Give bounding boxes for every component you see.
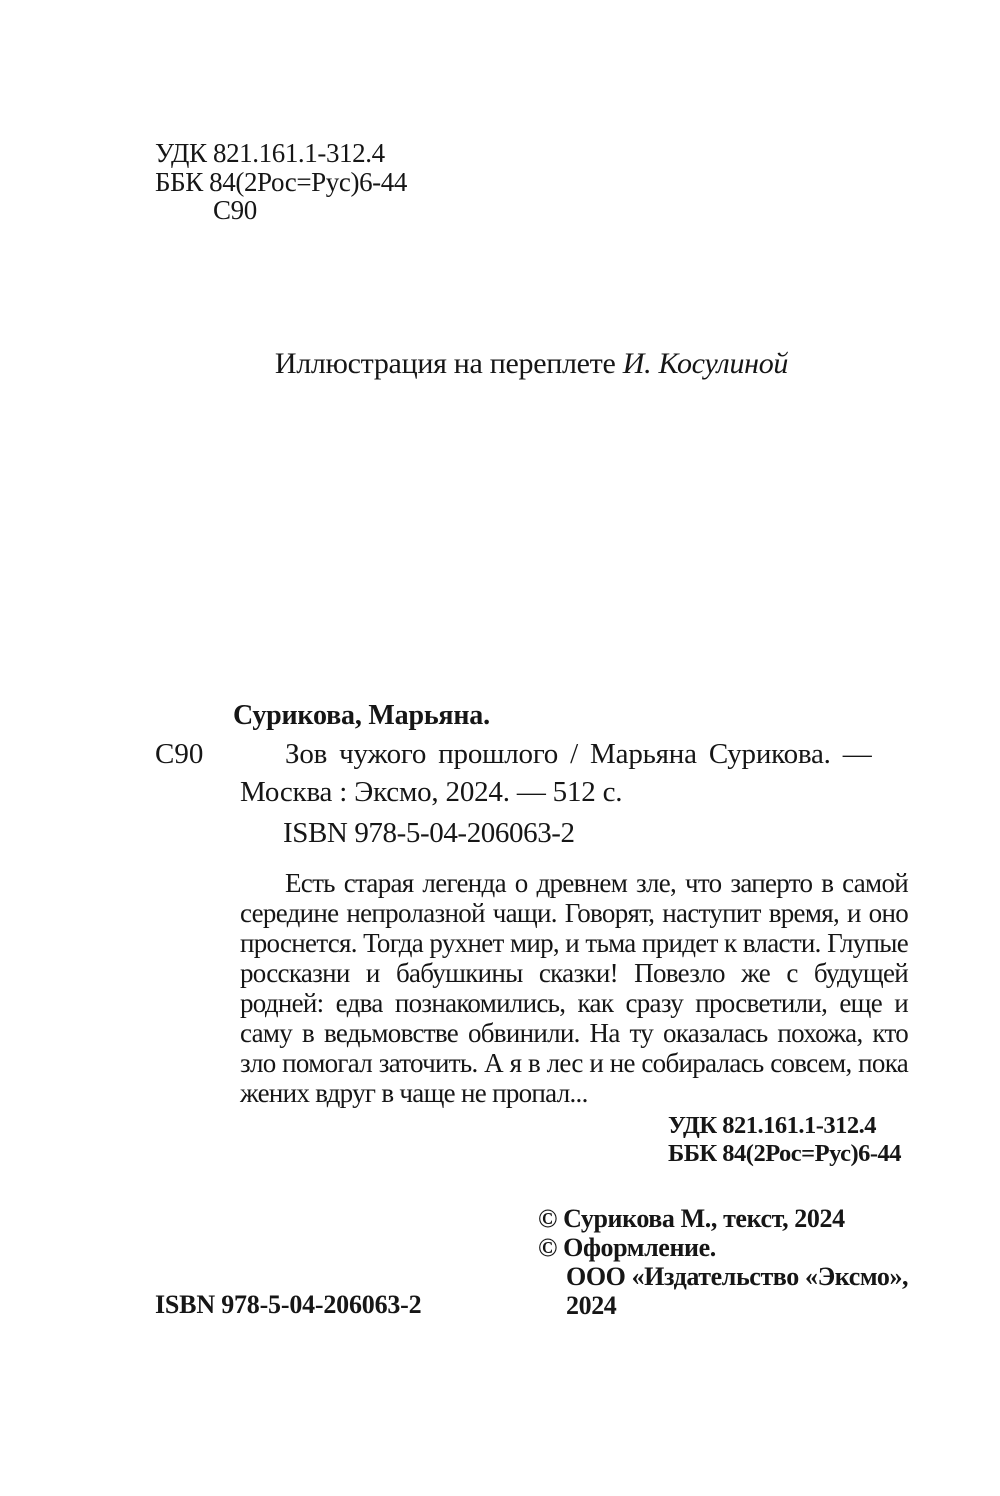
bbk-code: ББК 84(2Рос=Рус)6-44 [155, 166, 407, 197]
top-catalogue-codes [155, 139, 407, 225]
author-sign: С90 [213, 195, 257, 225]
illustration-credit [155, 347, 908, 381]
catalog-author-sign: С90 [155, 738, 204, 770]
right-catalogue-codes [668, 1112, 901, 1167]
copyright-line-text: © Сурикова М., текст, 2024 [538, 1204, 845, 1233]
udk-code: УДК 821.161.1-312.4 [155, 138, 385, 168]
catalog-imprint-line: Москва : Эксмо, 2024. — 512 с. [240, 776, 623, 808]
illustration-credit-text: Иллюстрация на переплете [274, 347, 623, 380]
copyright-line-year: 2024 [566, 1291, 617, 1320]
catalog-author: Сурикова, Марьяна. [233, 700, 490, 731]
copyright-block [538, 1204, 908, 1320]
catalog-isbn: ISBN 978-5-04-206063-2 [283, 817, 575, 849]
isbn-bottom: ISBN 978-5-04-206063-2 [155, 1290, 422, 1319]
catalog-title-line: Зов чужого прошлого / Марьяна Сурикова. — [285, 738, 872, 770]
copyright-line-design: © Оформление. [538, 1233, 716, 1262]
illustration-artist: И. Косулиной [622, 347, 789, 380]
udk-code-right: УДК 821.161.1-312.4 [668, 1112, 877, 1139]
copyright-line-publisher: ООО «Издательство «Эксмо», [566, 1262, 909, 1291]
annotation-paragraph: Есть старая легенда о древнем зле, что заперто в самой середине непролазной чащи. Говорят, наступит время, и оно проснется. Тогда рухнет мир, и тьма придет к власти. Глупые россказни и бабушкины сказки! Повезло же с будущей родней: едва познакомились, как сразу просветили, еще и саму в ведьмовстве обвинили. На ту оказалась похожа, кто зло помогал заточить. А я в лес и не собиралась совсем, пока жених вдруг в чаще не пропал... [240, 868, 908, 1108]
bbk-code-right: ББК 84(2Рос=Рус)6-44 [668, 1139, 902, 1167]
